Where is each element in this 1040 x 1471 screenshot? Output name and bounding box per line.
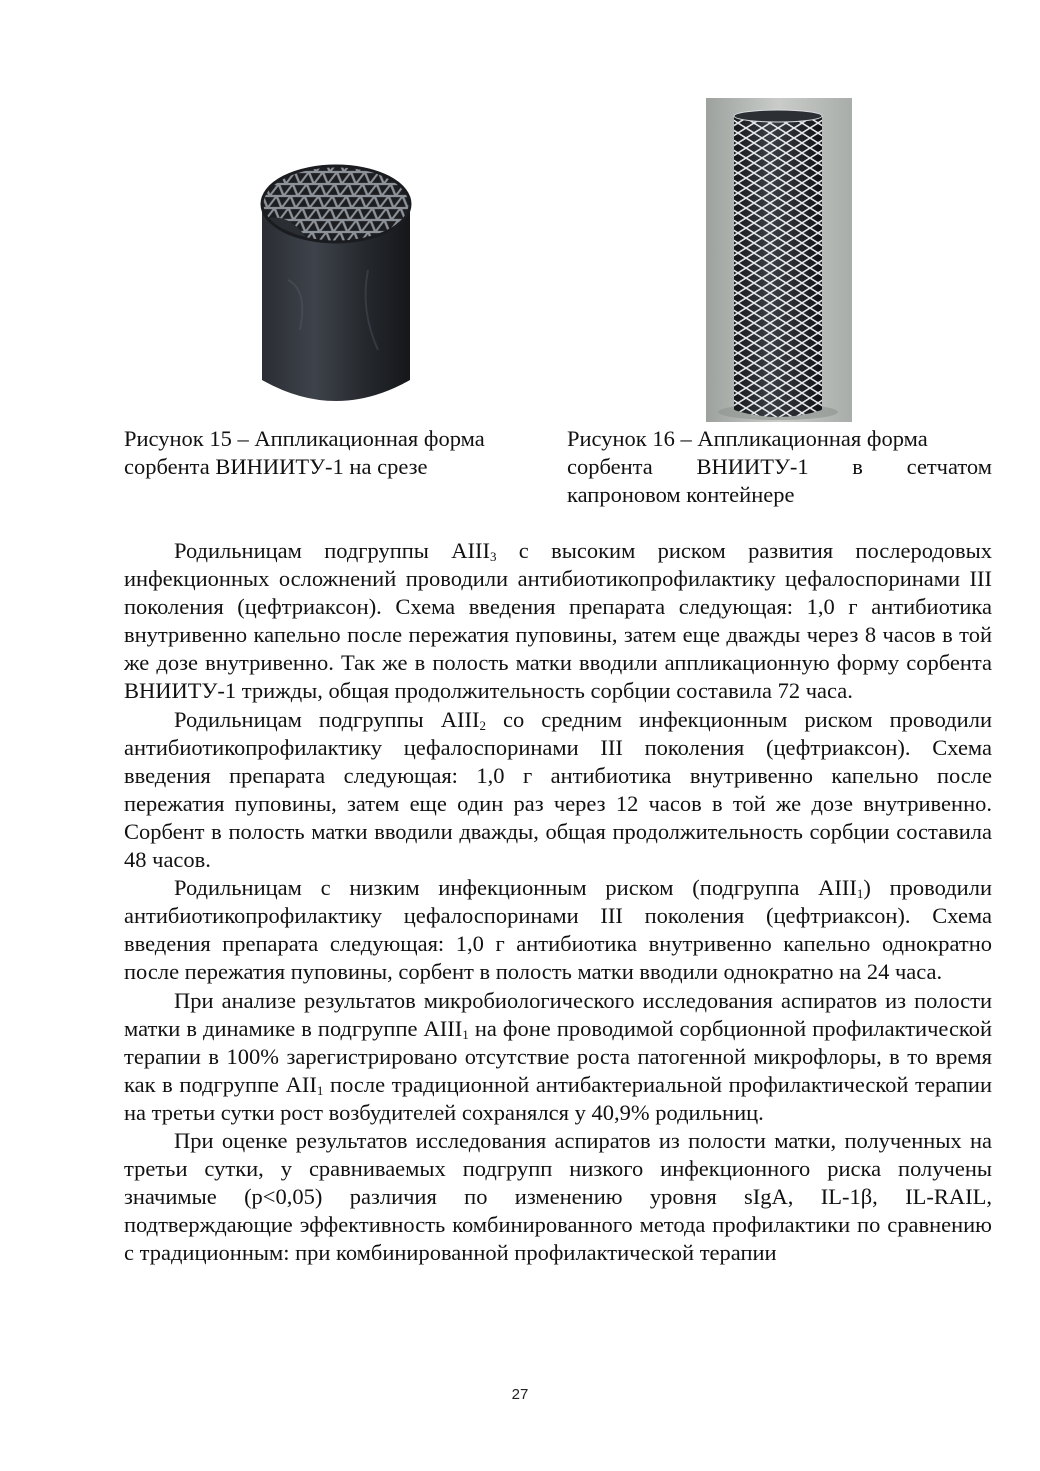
paragraph-4-text-b: на фоне проводимой сорбционной профилактической терапии в 100% зарегистрировано отсутствие роста патогенной микрофлоры, в то время как в подгруппе АII: [124, 1015, 993, 1097]
figure-16-caption-line1: Рисунок 16 – Аппликационная форма: [567, 426, 928, 451]
page-number: 27: [511, 1386, 529, 1403]
paragraph-5: [124, 1127, 992, 1267]
figure-16-caption-line3: капроновом контейнере: [567, 482, 795, 507]
paragraph-3: [124, 874, 992, 986]
paragraph-2: [124, 706, 992, 875]
paragraph-4-subscript-1: 1: [462, 1026, 469, 1042]
figure-15-caption-line1: Рисунок 15 – Аппликационная форма: [124, 426, 485, 451]
paragraph-3-text-a: Родильницам с низким инфекционным риском (подгруппа АIII: [174, 875, 857, 901]
paragraph-1: [124, 537, 992, 706]
paragraph-3-subscript: 1: [856, 886, 864, 902]
paragraph-2-text-b: со средним инфекционным риском проводили антибиотикопрофилактику цефалоспоринами III поколения (цефтриаксон). Схема введения препарата следующая: 1,0 г антибиотика внутривенно капельно после пережатия пуповины, затем еще один раз через 12 часов в той же дозе внутривенно. Сорбент в полость матки вводили дважды, общая продолжительность сорбции составила 48 часов.: [124, 706, 992, 873]
paragraph-2-text-a: Родильницам подгруппы АIII: [174, 706, 480, 732]
paragraph-5-text: При оценке результатов исследования аспиратов из полости матки, полученных на третьи сутки, у сравниваемых подгрупп низкого инфекционного риска получены значимые (p<0,05) различия по изменению уровня sIgA, IL-1β, IL-RAIL, подтверждающие эффективность комбинированного метода профилактики по сравнению с традиционным: при комбинированной профилактической терапии: [124, 1127, 992, 1266]
paragraph-1-text-a: Родильницам подгруппы АIII: [174, 538, 490, 563]
sorbent-mesh-container-image: [706, 98, 852, 422]
paragraph-4-text-a: При анализе результатов микробиологического исследования аспиратов из полости матки в динамике в подгруппе АIII: [124, 987, 992, 1041]
paragraph-4-subscript-2: 1: [316, 1082, 324, 1098]
body-text: [124, 537, 992, 1267]
figure-16-caption-line2: сорбента ВНИИТУ-1 в сетчатом: [567, 454, 992, 479]
paragraph-1-text-b: с высоким риском развития послеродовых инфекционных осложнений проводили антибиотикопрофилактику цефалоспоринами III поколения (цефтриаксон). Схема введения препарата следующая: 1,0 г антибиотика внутривенно капельно после пережатия пуповины, затем еще дважды через 8 часов в той же дозе внутривенно. Так же в полость матки вводили аппликационную форму сорбента ВНИИТУ-1 трижды, общая продолжительность сорбции составила 72 часа.: [124, 538, 992, 704]
paragraph-3-text-b: ) проводили антибиотикопрофилактику цефалоспоринами III поколения (цефтриаксон). Схема введения препарата следующая: 1,0 г антибиотика внутривенно капельно однократно после пережатия пуповины, сорбент в полость матки вводили однократно на 24 часа.: [124, 875, 992, 985]
paragraph-4-text-c: после традиционной антибактериальной профилактической терапии на третьи сутки рост возбудителей сохранялся у 40,9% родильниц.: [124, 1071, 993, 1125]
figure-15-caption: [124, 425, 548, 481]
paragraph-2-subscript: 2: [479, 717, 486, 733]
sorbent-cross-section-image: [248, 160, 423, 410]
paragraph-4: [124, 987, 992, 1127]
figure-16-caption: [567, 425, 992, 509]
paragraph-1-subscript: 3: [489, 549, 497, 564]
figure-15-caption-line2: сорбента ВИНИИТУ-1 на срезе: [124, 454, 428, 479]
